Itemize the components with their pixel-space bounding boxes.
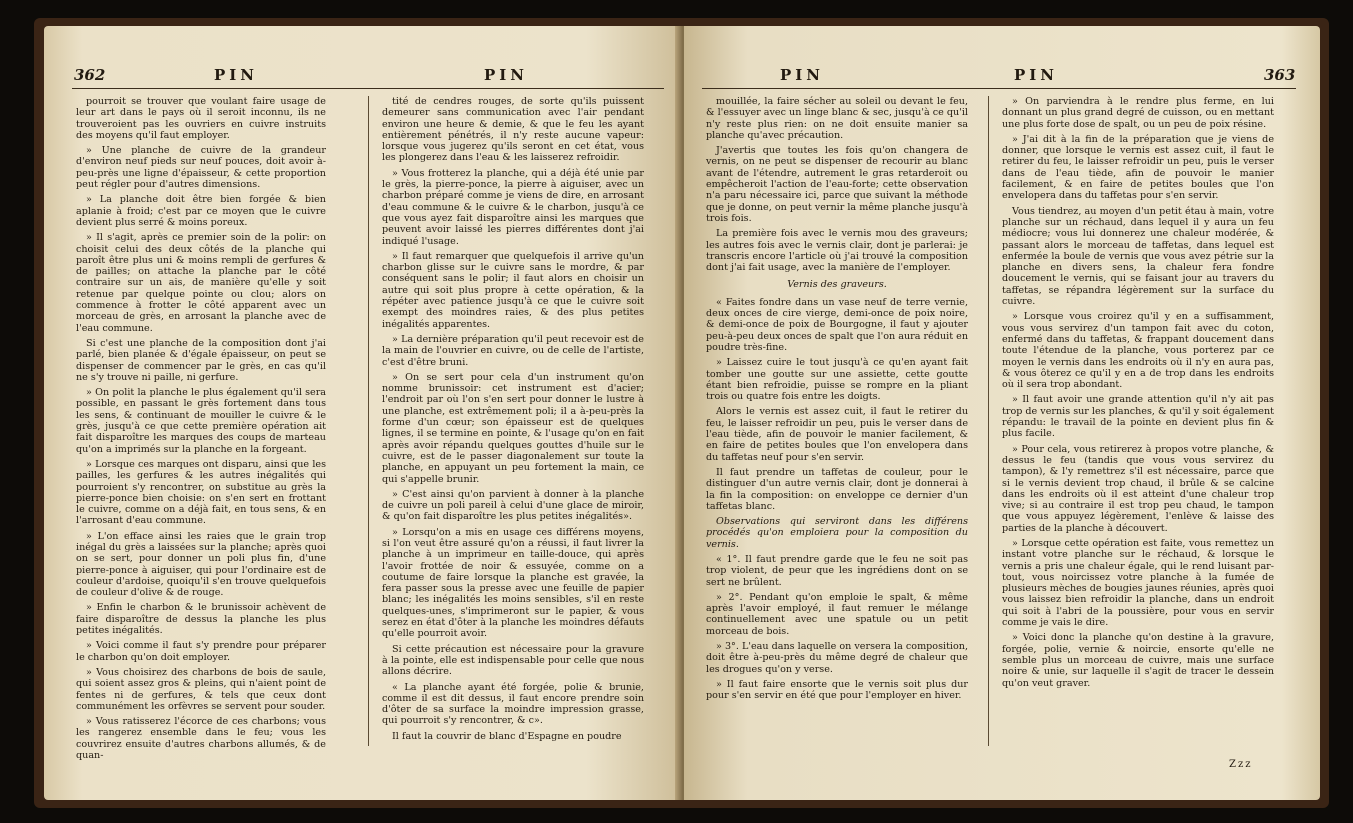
paragraph: » Il faut avoir une grande attention qu'il n'y ait pas trop de vernis sur les planches, & qu'il y soit également répandu: le travail de la pointe en devient plus fin & plus facile.	[1002, 394, 1274, 440]
paragraph: » J'ai dit à la fin de la préparation que je viens de donner, que lorsque le vernis est assez cuit, il faut le retirer du feu, le laisser refroidir un peu, puis le verser dans de l'eau tiède, afin de pouvoir le manier facilement, & en faire de petites boules que l'on envelopera dans du taffetas pour s'en servir.	[1002, 133, 1274, 202]
paragraph: » Vous ratisserez l'écorce de ces charbons; vous les rangerez ensemble dans le feu; vous les couvrirez ensuite d'autres charbons allumés, & de quan-	[76, 716, 326, 762]
paragraph: « La planche ayant été forgée, polie & brunie, comme il est dit dessus, il faut encore prendre soin d'ôter de sa surface la moindre impression grasse, qui pourroit s'y rencontrer, & c».	[382, 681, 644, 727]
paragraph: » Une planche de cuivre de la grandeur d'environ neuf pieds sur neuf pouces, doit avoir à-peu-près une ligne d'épaisseur, & cette proportion peut régler pour d'autres dimensions.	[76, 145, 326, 191]
paragraph: Alors le vernis est assez cuit, il faut le retirer du feu, le laisser refroidir un peu, puis le verser dans de l'eau tiède, afin de pouvoir le manier facilement, & en faire de petites boules que l'on envelopera dans du taffetas neuf pour s'en servir.	[706, 406, 968, 463]
right-column-2	[1002, 96, 1274, 693]
paragraph: Observations qui serviront dans les différens procédés qu'on emploiera pour la composition du vernis.	[706, 516, 968, 550]
running-head-left-1: PIN	[214, 66, 259, 84]
paragraph: Vernis des graveurs.	[787, 279, 887, 291]
paragraph: pourroit se trouver que voulant faire usage de leur art dans le pays où il seroit inconnu, ils ne trouveroient pas les ouvriers en cuivre instruits des moyens qu'il faut employer.	[76, 96, 326, 141]
paragraph: » L'on efface ainsi les raies que le grain trop inégal du grès a laissées sur la planche; après quoi on se sert, pour donner un poli plus fin, d'une pierre-ponce à aiguiser, qui pour l'ordinaire est de couleur d'ardoise, quoiqu'il s'en trouve quelquefois de couleur d'olive & de rouge.	[76, 530, 326, 599]
paragraph: » On se sert pour cela d'un instrument qu'on nomme brunissoir: cet instrument est d'acier; l'endroit par où l'on s'en sert pour donner le lustre à une planche, est extrêmement poli; il a à-peu-près la forme d'un cœur; son épaisseur est de quelques lignes, il se termine en pointe, & l'usage qu'on en fait après avoir répandu quelques gouttes d'huile sur le cuivre, est de le passer diagonalement sur toute la planche, en appuyant un peu fortement la main, ce qui s'appelle brunir.	[382, 371, 644, 485]
right-page	[684, 26, 1320, 800]
paragraph: » Vous choisirez des charbons de bois de saule, qui soient assez gros & pleins, qui n'aient point de fentes ni de gerfures, & tels que ceux dont communément les orfèvres se servent pour souder.	[76, 666, 326, 712]
paragraph: » Laissez cuire le tout jusqu'à ce qu'en ayant fait tomber une goutte sur une assiette, cette goutte étant bien refroidie, puisse se rompre en la pliant trois ou quatre fois entre les doigts.	[706, 357, 968, 403]
paragraph: » Lorsque ces marques ont disparu, ainsi que les pailles, les gerfures & les autres inégalités qui pourroient s'y rencontrer, on substitue au grès la pierre-ponce bien choisie: on s'en sert en frottant le cuivre, comme on a déjà fait, en tous sens, & en l'arrosant d'eau commune.	[76, 458, 326, 527]
paragraph: tité de cendres rouges, de sorte qu'ils puissent demeurer sans communication avec l'air pendant environ une heure & demie, & que le feu les ayant entièrement pénétrés, il n'y reste aucune vapeur: lorsque vous jugerez qu'ils seront en cet état, vous les plongerez dans l'eau & les laisserez refroidir.	[382, 96, 644, 164]
paragraph: « 1°. Il faut prendre garde que le feu ne soit pas trop violent, de peur que les ingrédiens dont on se sert ne brûlent.	[706, 553, 968, 588]
column-divider	[368, 96, 369, 746]
paragraph: J'avertis que toutes les fois qu'on changera de vernis, on ne peut se dispenser de recourir au blanc avant de l'étendre, autrement le gras retarderoit ou empêcheroit l'action de l'eau-forte; cette observation n'a paru nécessaire ici, parce que suivant la méthode que je donne, on peut vernir la même planche jusqu'à trois fois.	[706, 145, 968, 224]
paragraph: » Il s'agit, après ce premier soin de la polir: on choisit celui des deux côtés de la planche qui paroît être plus uni & moins rempli de gerfures & de pailles; on attache la planche par le côté contraire sur un ais, de manière qu'elle y soit retenue par quelque pointe ou clou; alors on commence à frotter le côté apparent avec un morceau de grès, en arrosant la planche avec de l'eau commune.	[76, 232, 326, 334]
signature-mark: Zzz	[1229, 759, 1253, 770]
paragraph: Si c'est une planche de la composition dont j'ai parlé, bien planée & d'égale épaisseur, on peut se dispenser de commencer par le grès, en cas qu'il ne s'y trouve ni paille, ni gerfure.	[76, 337, 326, 383]
paragraph: » Voici comme il faut s'y prendre pour préparer le charbon qu'on doit employer.	[76, 640, 326, 663]
paragraph: » Enfin le charbon & le brunissoir achèvent de faire disparoître de dessus la planche les plus petites inégalités.	[76, 602, 326, 637]
paragraph: « Faites fondre dans un vase neuf de terre vernie, deux onces de cire vierge, demi-once de poix noire, & demi-once de poix de Bourgogne, il faut y ajouter peu-à-peu deux onces de spalt que l'on aura réduit en poudre très-fine.	[706, 296, 968, 353]
paragraph: » C'est ainsi qu'on parvient à donner à la planche de cuivre un poli pareil à celui d'une glace de miroir, & qu'on fait disparoître les plus petites inégalités».	[382, 488, 644, 523]
paragraph: Vous tiendrez, au moyen d'un petit étau à main, votre planche sur un réchaud, dans lequel il y aura un feu médiocre; vous lui donnerez une chaleur modérée, & passant alors le morceau de taffetas, dans lequel est enfermée la boule de vernis que vous avez pétrie sur la planche en divers sens, la chaleur fera fondre doucement le vernis, qui se faisant jour au travers du taffetas, se répandra légèrement sur la surface du cuivre.	[1002, 205, 1274, 308]
paragraph: » La dernière préparation qu'il peut recevoir est de la main de l'ouvrier en cuivre, ou de celle de l'artiste, c'est d'être bruni.	[382, 333, 644, 368]
paragraph: Si cette précaution est nécessaire pour la gravure à la pointe, elle est indispensable pour celle que nous allons décrire.	[382, 643, 644, 678]
running-head-right-1: PIN	[780, 66, 825, 84]
paragraph: » Lorsque cette opération est faite, vous remettez un instant votre planche sur le réchaud, & lorsque le vernis a pris une chaleur égale, qui le rend luisant par-tout, vous noircissez votre planche à la fumée de plusieurs mèches de bougies jaunes réunies, après quoi vous laissez bien refroidir la planche, dans un endroit qui soit à l'abri de la poussière, pour vous en servir comme je vais le dire.	[1002, 537, 1274, 629]
page-number-left: 362	[74, 66, 106, 84]
paragraph: » 2°. Pendant qu'on emploie le spalt, & même après l'avoir employé, il faut remuer le mélange continuellement avec une spatule ou un petit morceau de bois.	[706, 591, 968, 637]
paragraph: » 3°. L'eau dans laquelle on versera la composition, doit être à-peu-près du même degré de chaleur que les drogues qu'on y verse.	[706, 641, 968, 675]
paragraph: mouillée, la faire sécher au soleil ou devant le feu, & l'essuyer avec un linge blanc & sec, jusqu'à ce qu'il n'y reste plus rien: on ne doit ensuite manier sa planche qu'avec précaution.	[706, 96, 968, 141]
paragraph: » Lorsque vous croirez qu'il y en a suffisamment, vous vous servirez d'un tampon fait avec du coton, enfermé dans du taffetas, & frappant doucement dans toute l'étendue de la planche, vous porterez par ce moyen le vernis dans les endroits où il n'y en aura pas, & vous ôterez ce qu'il y en a de trop dans les endroits où il sera trop abondant.	[1002, 311, 1274, 391]
paragraph: La première fois avec le vernis mou des graveurs; les autres fois avec le vernis clair, dont je parlerai: je transcris encore l'article où j'ai trouvé la composition dont j'ai fait usage, avec la manière de l'employer.	[706, 228, 968, 274]
paragraph: » Lorsqu'on a mis en usage ces différens moyens, si l'on veut être assuré qu'on a réussi, il faut livrer la planche à un imprimeur en taille-douce, qui après l'avoir frottée de noir & essuyée, comme on a coutume de faire lorsque la planche est gravée, la fera passer sous la presse avec une feuille de papier blanc; les inégalités les moins sensibles, s'il en reste quelques-unes, s'imprimeront sur le papier, & vous serez en état d'ôter à la planche les moindres défauts qu'elle pourroit avoir.	[382, 526, 644, 640]
paragraph: » Voici donc la planche qu'on destine à la gravure, forgée, polie, vernie & noircie, ensorte qu'elle ne semble plus un morceau de cuivre, mais une surface noire & unie, sur laquelle il s'agit de tracer le dessein qu'on veut graver.	[1002, 632, 1274, 689]
left-page	[44, 26, 682, 800]
left-column-1	[76, 96, 326, 765]
header-rule	[72, 88, 664, 89]
right-column-1	[706, 96, 968, 706]
paragraph: » La planche doit être bien forgée & bien aplanie à froid; c'est par ce moyen que le cuivre devient plus serré & moins poreux.	[76, 194, 326, 228]
header-rule	[702, 88, 1296, 89]
left-column-2	[382, 96, 644, 746]
paragraph: Il faut la couvrir de blanc d'Espagne en poudre	[392, 730, 622, 742]
paragraph: » Vous frotterez la planche, qui a déjà été unie par le grès, la pierre-ponce, la pierre à aiguiser, avec un charbon préparé comme je viens de dire, en arrosant d'eau commune & le cuivre & le charbon, jusqu'à ce que vous ayez fait disparoître ainsi les marques que peuvent avoir laissé les pierres différentes dont j'ai indiqué l'usage.	[382, 167, 644, 247]
paragraph: » Il faut remarquer que quelquefois il arrive qu'un charbon glisse sur le cuivre sans le mordre, & par conséquent sans le polir; il faut alors en choisir un autre qui soit plus propre à cette opération, & la répéter avec patience jusqu'à ce que le cuivre soit exempt des moindres raies, & des plus petites inégalités apparentes.	[382, 250, 644, 330]
paragraph: » Pour cela, vous retirerez à propos votre planche, & dessus le feu (tandis que vous vous servirez du tampon), & l'y remettrez s'il est nécessaire, parce que si le vernis devient trop chaud, il brûle & se calcine dans les endroits où il est atteint d'une chaleur trop vive; si au contraire il est trop peu chaud, le tampon que vous appuyez légèrement, l'enlève & laisse des parties de la planche à découvert.	[1002, 443, 1274, 534]
paragraph: » Il faut faire ensorte que le vernis soit plus dur pour s'en servir en été que pour l'employer en hiver.	[706, 678, 968, 702]
running-head-right-2: PIN	[1014, 66, 1059, 84]
running-head-left-2: PIN	[484, 66, 529, 84]
page-number-right: 363	[1264, 66, 1296, 84]
column-divider	[988, 96, 989, 746]
paragraph: Il faut prendre un taffetas de couleur, pour le distinguer d'un autre vernis clair, dont je donnerai à la fin la composition: on enveloppe ce dernier d'un taffetas blanc.	[706, 466, 968, 512]
paragraph: » On polit la planche le plus également qu'il sera possible, en passant le grès fortement dans tous les sens, & continuant de mouiller le cuivre & le grès, jusqu'à ce que cette première opération ait fait disparoître les marques des coups de marteau qu'on a imprimés sur la planche en la forgeant.	[76, 387, 326, 455]
open-book	[34, 18, 1329, 808]
paragraph: » On parviendra à le rendre plus ferme, en lui donnant un plus grand degré de cuisson, ou en mettant une plus forte dose de spalt, ou un peu de poix résine.	[1002, 96, 1274, 130]
